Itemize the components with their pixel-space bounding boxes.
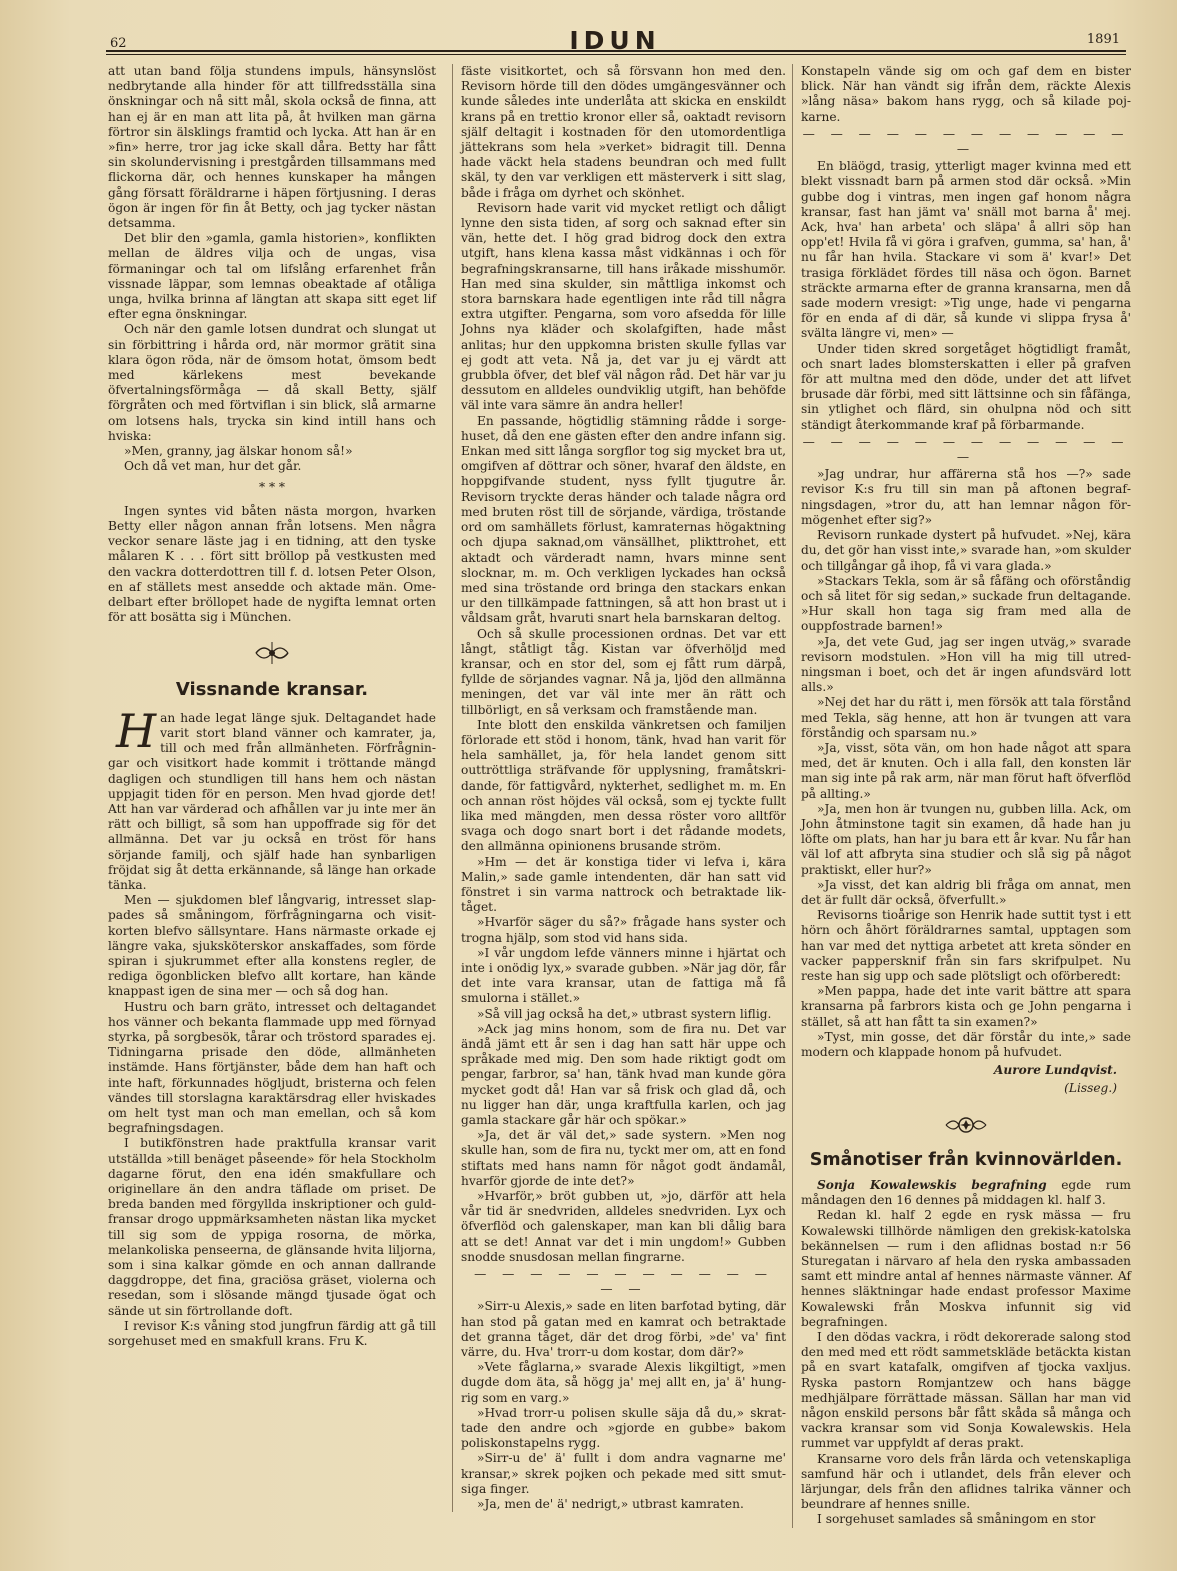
paragraph: Redan kl. half 2 egde en rysk mässa — fru Kowalewski tillhörde nämligen den grekisk-katolska bekännelsen — rum i den aflidnas bostad n:r 56 Sturegatan i närvaro af hela den ryska ambassaden samt ett mindre antal af hennes närmaste vänner. Af hennes släktningar hade endast professor Maxime Kowalewski från Moskva infunnit sig vid begrafningen.	[801, 1208, 1131, 1329]
paragraph: Inte blott den enskilda vänkretsen och familjen förlorade ett stöd i honom, tänk, hvad han varit för hela samhället, ja, för hela landet genom sitt outtröttliga sträfvande för upplysning, framåtskridande, för fattigvård, nykterhet, sedlighet m. m. En och annan röst höjdes väl också, som ej tyckte fullt lika med mängden, men dessa röster voro alltför svaga och dogo snart bort i det rådande modets, den allmänna opinionens brusande ström.	[461, 717, 786, 854]
section-separator: — — — — — — — — — — — — —	[474, 1267, 773, 1297]
ornament-icon	[108, 639, 436, 671]
paragraph: »Ja, men de' ä' nedrigt,» utbrast kamraten.	[477, 1497, 744, 1512]
paragraph: Och när den gamle lotsen dundrat och slungat ut sin förbittring i hårda ord, när mormor grätit sina klara ögon röda, när de ömsom hotat, ömsom bedt med kärlekens mest bevekande öfvertalningsförmåga — då skall Betty, själf förgråten och med förtviflan i sin blick, slå armarne om lotsens hals, trycka sin kind intill hans och hviska:	[108, 322, 436, 443]
paragraph: En bläögd, trasig, ytterligt mager kvinna med ett blekt vissnadt barn på armen stod där också. »Min gubbe dog i vintras, men ingen gaf honom några kransar, fast han jämt va' snäll mot barna å' mej. Ack, hva' han arbeta' och släpa' å allri söp han opp'et! Hvila få vi göra i grafven, gumma, sa' han, å' nu får han hvila. Stackare vi som ä' kvar!» Det trasiga förklädet fördes till näsa och ögon. Barnet sträckte armarna efter de granna kransarna, men då sade modern vresigt: »Tig unge, hade vi pengarna för en enda af di där, så kunde vi slippa frysa å' svälta längre vi, men» —	[801, 159, 1131, 341]
paragraph: Revisorns tioårige son Henrik hade suttit tyst i ett hörn och åhört föräldrarnes samtal, upptagen som han var med det nyttiga arbetet att kreta sönder en vacker pappersknif från sin fars skrifpulpet. Nu reste han sig upp och sade plötsligt och oförberedt:	[801, 908, 1131, 983]
source-note: (Lisseg.)	[1064, 1081, 1117, 1096]
column-2	[452, 64, 786, 1512]
column-1	[108, 64, 436, 1349]
dropcap-letter: H	[116, 703, 157, 758]
page-year: 1891	[1086, 32, 1120, 47]
paragraph: »Ja, visst, söta vän, om hon hade något att spara med, det är knuten. Och i alla fall, den konsten lär man sig inte på rak arm, när man förut haft öfverflöd på allting.»	[801, 740, 1131, 801]
paragraph: »Sirr-u de' ä' fullt i dom andra vagnarne me' kransar,» skrek pojken och pekade med sitt smutsiga finger.	[461, 1451, 786, 1496]
paragraph: I sorgehuset samlades så småningom en stor	[817, 1512, 1096, 1527]
paragraph: En passande, högtidlig stämning rådde i sorgehuset, då den ene gästen efter den andre infann sig. Enkan med sitt långa sorgflor tog sig mycket bra ut, omgifven af döttrar och söner, hvaraf den äldste, en hoppgifvande student, nyss fyllt tjugutre år. Revisorn tryckte deras händer och talade några ord med bruten röst till de sörjande, värdiga, tröstande ord om samhällets förlust, kamraternas högaktning och djupa saknad,om vänsällhet, plikttrohet, ett aktadt och värderadt namn, hvars minne sent slocknar, m. m. Och verkligen lyckades han också med sina tröstande ord bringa den stackars enkan ur den tillkämpade fattningen, så att hon brast ut i våldsam gråt, hvaruti snart hela barnskaran deltog.	[461, 413, 786, 626]
paragraph: Kransarne voro dels från lärda och vetenskapliga samfund här och i utlandet, dels från elever och lärjungar, dels från den aflidnes talrika vänner och beundrare af hennes snille.	[801, 1451, 1131, 1512]
header-rule-thin	[106, 54, 1126, 55]
paragraph: Under tiden skred sorgetåget högtidligt framåt, och snart lades blomsterskatten i eller på grafven för att multna med den döde, under det att lifvet brusade där förbi, med sitt lättsinne och sin fåfänga, sin ytlighet och flärd, sin ohulpna nöd och sitt ständigt återkommande kraf på förbarmande.	[801, 341, 1131, 432]
paragraph: Och då vet man, hur det går.	[124, 459, 302, 474]
paragraph: I revisor K:s våning stod jungfrun färdig att gå till sorgehuset med en smakfull krans. Fru K.	[108, 1318, 436, 1349]
paragraph: »Ja visst, det kan aldrig bli fråga om annat, men det är fullt där också, öfverfullt.»	[801, 877, 1131, 907]
ornament-icon	[801, 1111, 1131, 1143]
paragraph-text: an hade legat länge sjuk. Deltagandet hade varit stort bland vänner och kamrater, ja, till och med från allmänheten. Förfrågningar och visitkort hade kommit i tröttande mängd dagligen och stundligen till hans hem och nästan uppjagit tiden för en person. Men hvad gjorde det! Att han var värderad och afhållen var ju inte mer än rätt och billigt, så som han uppoffrade sig för det allmänna. Det var ju också en tröst för hans sörjande familj, och själf hade han synbarligen fröjdat sig åt detta erkännande, så länge han orkade tänka.	[108, 710, 436, 892]
header-rule-thick	[106, 50, 1126, 52]
paragraph: »Hm — det är konstiga tider vi lefva i, kära Malin,» sade gamle intendenten, där han satt vid fönstret i sin varma nattrock och betraktade liktåget.	[461, 854, 786, 915]
paragraph: »Jag undrar, hur affärerna stå hos —?» sade revisor K:s fru till sin man på aftonen begrafningsdagen, »tror du, att han lemnar någon förmögenhet efter sig?»	[801, 467, 1131, 527]
paragraph: »Hvarför säger du så?» frågade hans syster och trogna hjälp, som stod vid hans sida.	[461, 915, 786, 945]
notice-text: egde rum måndagen den 16 dennes på middagen kl. half 3.	[801, 1178, 1131, 1208]
paragraph: Men — sjukdomen blef långvarig, intresset slappades så småningom, förfrågningarna och visitkorten blefvo sällsyntare. Hans närmaste orkade ej längre vaka, sjuksköterskor anskaffades, som förde spiran i sjukrummet efter alla konstens regler, de rediga ögonblicken blefvo allt kortare, han kände knappast igen de sina mer — och så dog han.	[108, 893, 436, 999]
paragraph: »Tyst, min gosse, det där förstår du inte,» sade modern och klappade honom på hufvudet.	[801, 1029, 1131, 1059]
paragraph: »I vår ungdom lefde vänners minne i hjärtat och inte i onödig lyx,» svarade gubben. »När jag dör, får det inte vara kransar, utan de fattiga må få smulorna i stället.»	[461, 945, 786, 1006]
notice-lead: Sonja Kowalewskis begrafning	[817, 1178, 1047, 1193]
paragraph: Konstapeln vände sig om och gaf dem en bister blick. När han vändt sig ifrån dem, räckte Alexis »lång näsa» bakom hans rygg, och så kilade pojkarne.	[801, 64, 1131, 124]
paragraph: »Ja, men hon är tvungen nu, gubben lilla. Ack, om John åtminstone tagit sin examen, då hade han ju löfte om plats, han har ju bara ett år kvar. Nu får han väl lof att afbryta sina studier och slå sig på något praktiskt, eller hur?»	[801, 801, 1132, 877]
section-separator: — — — — — — — — — — — — —	[802, 126, 1130, 157]
paragraph: »Nej det har du rätt i, men försök att tala förstånd med Tekla, säg henne, att hon är tvungen att vara förståndig och sparsam nu.»	[801, 695, 1131, 740]
paragraph: »Sirr-u Alexis,» sade en liten barfotad byting, där han stod på gatan med en kamrat och betraktade det granna tåget, där det drog förbi, »de' va' fint värre, du. Hva' trorr-u dom kostar, dom där?»	[461, 1299, 786, 1360]
article-heading: Vissnande kransar.	[175, 678, 369, 700]
paragraph: »Men pappa, hade det inte varit bättre att spara kransarna på farbrors kista och ge John pengarna i stället, så att han fått ta sin examen?»	[801, 984, 1131, 1029]
notices-heading: Smånotiser från kvinnovärlden.	[809, 1149, 1123, 1170]
paragraph: Och så skulle processionen ordnas. Det var ett långt, ståtligt tåg. Kistan var öfverhöljd med kransar, och en stor del, som ej fått rum därpå, fyllde de sörjandes vagnar. Nå ja, ljöd den allmänna meningen, det var väl inte mer än rätt och tillbörligt, en så verksam och framstående man.	[461, 626, 786, 717]
paragraph: Det blir den »gamla, gamla historien», konflikten mellan de äldres vilja och de ungas, visa förmaningar och tal om lifslång erfarenhet från vissnade läppar, som lemnas obeaktade af otåliga unga, hvilka brinna af längtan att skapa sitt eget lif efter egna önskningar.	[108, 231, 436, 322]
asterism: * * *	[258, 480, 286, 495]
quote: »Men, granny, jag älskar honom så!»	[124, 444, 353, 459]
page-number: 62	[110, 36, 127, 51]
section-separator: — — — — — — — — — — — — —	[802, 434, 1130, 465]
paragraph: I den dödas vackra, i rödt dekorerade salong stod den med med ett rödt sammetskläde betäckta kistan på en svart katafalk, omgifven af tjocka vaxljus. Ryska pastorn Romjantzew och hans bägge medhjälpare förrättade mässan. Sällan har man vid någon enskild persons bår fått skåda så många och vackra kransar som vid Sonja Kowalewskis. Hela rummet var uppfyldt af deras prakt.	[801, 1330, 1131, 1451]
paragraph: »Ja, det är väl det,» sade systern. »Men nog skulle han, som de fira nu, tyckt mer om, att en fond stiftats med hans namn för något godt ändamål, hvarför gjorde de inte det?»	[461, 1128, 786, 1188]
paragraph: Revisorn runkade dystert på hufvudet. »Nej, kära du, det gör han visst inte,» svarade han, »om skulder och tillgångar gå ihop, få vi vara glada.»	[801, 528, 1131, 573]
paragraph: »Stackars Tekla, som är så fåfäng och oförståndig och så litet för sig sedan,» suckade frun deltagande. »Hur skall hon taga sig fram med alla de ouppfostrade barnen!»	[801, 573, 1131, 634]
paragraph: I butikfönstren hade praktfulla kransar varit utställda »till benäget påseende» för hela Stockholm dagarne förut, den ena idén smakfullare och originellare än den andra täflade om priset. De breda banden med förgyllda inskriptioner och guldfransar drogo uppmärksamheten nästan lika mycket till sig som de yppiga rosorna, de mörka, melankoliska penseerna, de glänsande hvita liljorna, som i sina kalkar gömde en och annan dallrande daggdroppe, det fina, graciösa gräset, violerna och resedan, som i slösande mängd tjusade ögat och sände ut sin förtrollande doft.	[108, 1136, 436, 1318]
paragraph: »Så vill jag också ha det,» utbrast systern liflig.	[477, 1006, 772, 1021]
author-signature: Aurore Lundqvist.	[993, 1063, 1117, 1078]
paragraph: att utan band följa stundens impuls, hänsynslöst nedbrytande alla hinder för att tillfredsställa sina önskningar och nå sitt mål, skola också de finna, att han ej är en man att lita på, åt hvilken man gärna förtror sin älsklings framtid och lycka. Att han är en »fin» herre, tror jag icke skall dåra. Betty har fått sin skolundervisning i prestgården tillsammans med flickorna där, och hennes kunskaper ha mången gång försatt föräldrarne i häpen förtjusning. I deras ögon är ingen för fin åt Betty, och jag tycker nästan detsamma.	[108, 64, 436, 231]
column-3	[792, 64, 1131, 1528]
paragraph-with-dropcap	[108, 703, 436, 893]
notice-paragraph	[801, 1178, 1131, 1208]
paragraph: »Hvarför,» bröt gubben ut, »jo, därför att hela vår tid är snedvriden, alldeles snedvriden. Lyx och öfverflöd och galenskaper, man kan bli dålig bara att se det! Annat var det i min ungdom!» Gubben snodde snusdosan mellan fingrarne.	[461, 1189, 786, 1264]
paragraph: Hustru och barn gräto, intresset och deltagandet hos vänner och bekanta flammade upp med förnyad styrka, på sorgbesök, tårar och tröstord sparades ej. Tidningarna prisade den döde, allmänheten instämde. Hans förtjänster, både dem han haft och inte haft, förkunnades högljudt, bristerna och felen vändes till storslagna karaktärsdrag eller hviskades om helt tyst man och man emellan, och så kom begrafningsdagen.	[108, 999, 436, 1136]
paragraph: Revisorn hade varit vid mycket retligt och dåligt lynne den sista tiden, af sorg och saknad efter sin vän, hette det. I hög grad bidrog dock den extra utgift, hans klena kassa måst vidkännas i och för begrafningskransarne, till hans iråkade misshumör. Han med sina skulder, sin måttliga inkomst och stora barnskara hade egentligen inte råd till några extra utgifter. Pengarna, som voro afsedda för lille Johns nya kläder och skolafgiften, hade måst anlitas; hur den uppkomna bristen skulle fyllas var ej godt att veta. Nå ja, det var ju ej värdt att grubbla öfver, det blef väl någon råd. Det här var ju dessutom en alldeles oundviklig utgift, han behöfde väl inte vara sämre än andra heller!	[461, 200, 786, 413]
paragraph: »Ja, det vete Gud, jag ser ingen utväg,» svarade revisorn modstulen. »Hon vill ha mig till utredningsman i boet, och det är ingen afundsvärd lott alls.»	[801, 634, 1131, 695]
paragraph: Ingen syntes vid båten nästa morgon, hvarken Betty eller någon annan från lotsens. Men några veckor senare läste jag i en tidning, att den tyske målaren K . . . fört sitt bröllop på vestkusten med den vackra dotterdottren till f. d. lotsen Peter Olson, en af ställets mest ansedde och aktade män. Omedelbart efter bröllopet hade de nygifta lemnat orten för att bosätta sig i München.	[108, 503, 436, 625]
masthead-title: IDUN	[569, 26, 661, 55]
paragraph: fäste visitkortet, och så försvann hon med den. Revisorn hörde till den dödes umgängesvänner och kunde således inte underlåta att skicka en enskildt krans på en trettio kronor eller så, oaktadt revisorn själf deltagit i kostnaden för den utomordentliga jättekrans som hela »verket» bidragit till. Denna hade väckt hela stadens beundran och med fullt skäl, ty den var verkligen ett mästerverk i sitt slag, både i fråga om dyrhet och skönhet.	[461, 64, 786, 200]
paragraph: »Vete fåglarna,» svarade Alexis likgiltigt, »men dugde dom äta, så högg ja' mej allt en, ja' ä' hungrig som en varg.»	[461, 1360, 786, 1405]
paragraph: »Ack jag mins honom, som de fira nu. Det var ändå jämt ett år sen i dag han satt här uppe och språkade med mig. Den som hade riktigt godt om pengar, farbror, sa' han, tänk hvad man kunde göra mycket godt då! Han var så frisk och glad då, och nu ligger han där, unga kraftfulla karlen, och jag gamla stackare går här och spökar.»	[461, 1021, 786, 1128]
paragraph: »Hvad trorr-u polisen skulle säja då du,» skrattade den andre och »gjorde en gubbe» bakom poliskonstapelns rygg.	[461, 1405, 786, 1451]
